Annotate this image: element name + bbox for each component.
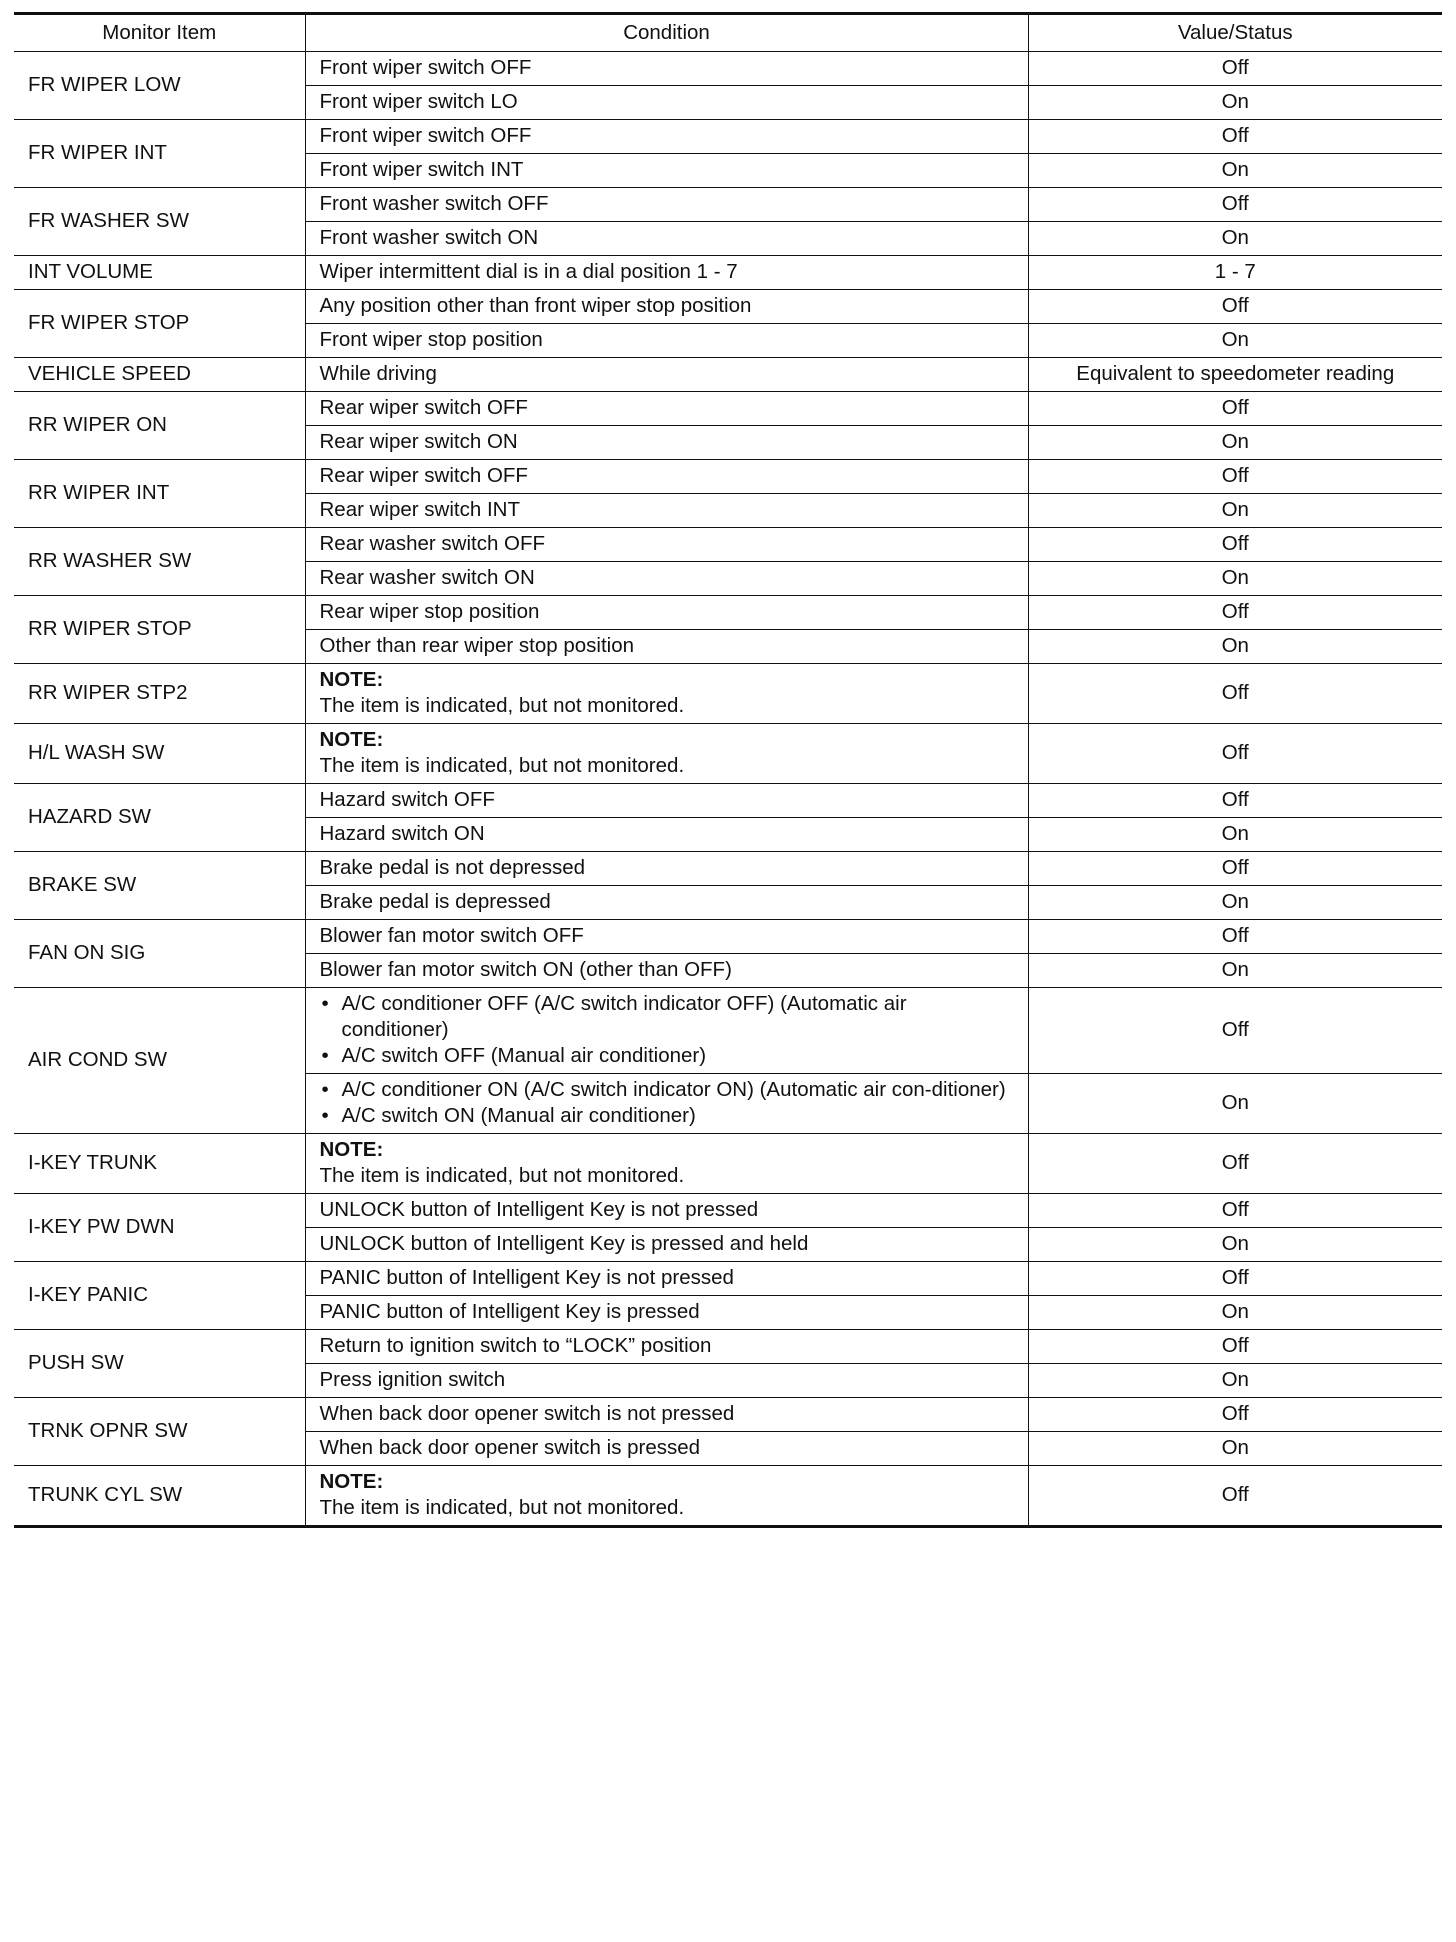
condition-cell: Any position other than front wiper stop position: [305, 290, 1028, 324]
table-row: [14, 1466, 1442, 1527]
table-row: [14, 852, 1442, 886]
header-value-status: Value/Status: [1028, 14, 1442, 52]
condition-cell: Front wiper switch INT: [305, 154, 1028, 188]
condition-cell: Front wiper switch OFF: [305, 52, 1028, 86]
table-row: [14, 460, 1442, 494]
monitor-item-cell: PUSH SW: [14, 1330, 305, 1398]
condition-cell: When back door opener switch is not pressed: [305, 1398, 1028, 1432]
note-text: The item is indicated, but not monitored.: [319, 754, 685, 777]
value-status-cell: Off: [1028, 1262, 1442, 1296]
table-row: [14, 724, 1442, 784]
condition-cell: [305, 664, 1028, 724]
value-status-cell: On: [1028, 562, 1442, 596]
table-row: [14, 528, 1442, 562]
monitor-item-cell: I-KEY PANIC: [14, 1262, 305, 1330]
value-status-cell: On: [1028, 1432, 1442, 1466]
table-row: [14, 188, 1442, 222]
monitor-item-cell: RR WIPER STOP: [14, 596, 305, 664]
table-row: [14, 1330, 1442, 1364]
table-row: [14, 1134, 1442, 1194]
monitor-item-cell: I-KEY TRUNK: [14, 1134, 305, 1194]
condition-cell: Brake pedal is depressed: [305, 886, 1028, 920]
condition-cell: Blower fan motor switch OFF: [305, 920, 1028, 954]
monitor-item-cell: VEHICLE SPEED: [14, 358, 305, 392]
condition-cell: Brake pedal is not depressed: [305, 852, 1028, 886]
condition-cell: Front wiper switch OFF: [305, 120, 1028, 154]
condition-cell: Front washer switch ON: [305, 222, 1028, 256]
condition-cell: Return to ignition switch to “LOCK” position: [305, 1330, 1028, 1364]
condition-cell: Wiper intermittent dial is in a dial position 1 - 7: [305, 256, 1028, 290]
monitor-item-cell: FR WASHER SW: [14, 188, 305, 256]
table-row: [14, 596, 1442, 630]
note-label: NOTE:: [319, 1470, 384, 1493]
table-row: [14, 1398, 1442, 1432]
value-status-cell: On: [1028, 494, 1442, 528]
value-status-cell: Off: [1028, 392, 1442, 426]
table-row: [14, 784, 1442, 818]
monitor-item-cell: AIR COND SW: [14, 988, 305, 1134]
table-row: [14, 256, 1442, 290]
condition-cell: Hazard switch OFF: [305, 784, 1028, 818]
table-row: [14, 358, 1442, 392]
value-status-cell: Off: [1028, 460, 1442, 494]
value-status-cell: Equivalent to speedometer reading: [1028, 358, 1442, 392]
condition-cell: Rear wiper stop position: [305, 596, 1028, 630]
value-status-cell: Off: [1028, 596, 1442, 630]
monitor-item-cell: HAZARD SW: [14, 784, 305, 852]
condition-bullet: • A/C conditioner OFF (A/C switch indicator OFF) (Automatic air conditioner): [320, 991, 1014, 1043]
value-status-cell: Off: [1028, 1466, 1442, 1527]
condition-cell: PANIC button of Intelligent Key is pressed: [305, 1296, 1028, 1330]
note-text: The item is indicated, but not monitored.: [319, 1164, 685, 1187]
value-status-cell: Off: [1028, 528, 1442, 562]
condition-cell: Rear washer switch ON: [305, 562, 1028, 596]
note-text: The item is indicated, but not monitored.: [319, 1496, 685, 1519]
monitor-item-cell: FR WIPER INT: [14, 120, 305, 188]
monitor-item-cell: INT VOLUME: [14, 256, 305, 290]
condition-cell: Hazard switch ON: [305, 818, 1028, 852]
monitor-item-cell: RR WASHER SW: [14, 528, 305, 596]
table-row: [14, 1194, 1442, 1228]
condition-bullet-list: [320, 1077, 1014, 1129]
value-status-cell: Off: [1028, 52, 1442, 86]
monitor-item-cell: TRUNK CYL SW: [14, 1466, 305, 1527]
value-status-cell: Off: [1028, 784, 1442, 818]
condition-cell: Blower fan motor switch ON (other than OFF): [305, 954, 1028, 988]
value-status-cell: On: [1028, 1074, 1442, 1134]
value-status-cell: On: [1028, 1228, 1442, 1262]
value-status-cell: Off: [1028, 1330, 1442, 1364]
value-status-cell: 1 - 7: [1028, 256, 1442, 290]
condition-cell: Rear washer switch OFF: [305, 528, 1028, 562]
value-status-cell: On: [1028, 86, 1442, 120]
condition-cell: While driving: [305, 358, 1028, 392]
value-status-cell: On: [1028, 154, 1442, 188]
condition-cell: Other than rear wiper stop position: [305, 630, 1028, 664]
condition-cell: [305, 1466, 1028, 1527]
value-status-cell: Off: [1028, 120, 1442, 154]
monitor-item-cell: RR WIPER ON: [14, 392, 305, 460]
condition-cell: Front wiper switch LO: [305, 86, 1028, 120]
condition-cell: When back door opener switch is pressed: [305, 1432, 1028, 1466]
value-status-cell: Off: [1028, 920, 1442, 954]
value-status-cell: On: [1028, 954, 1442, 988]
condition-cell: Front wiper stop position: [305, 324, 1028, 358]
value-status-cell: Off: [1028, 852, 1442, 886]
condition-cell: [305, 1074, 1028, 1134]
value-status-cell: On: [1028, 426, 1442, 460]
header-condition: Condition: [305, 14, 1028, 52]
monitor-item-cell: FR WIPER LOW: [14, 52, 305, 120]
monitor-item-cell: BRAKE SW: [14, 852, 305, 920]
table-row: [14, 52, 1442, 86]
value-status-cell: Off: [1028, 988, 1442, 1074]
condition-cell: Rear wiper switch OFF: [305, 392, 1028, 426]
condition-cell: PANIC button of Intelligent Key is not pressed: [305, 1262, 1028, 1296]
condition-cell: Press ignition switch: [305, 1364, 1028, 1398]
table-row: [14, 988, 1442, 1074]
monitor-item-cell: RR WIPER STP2: [14, 664, 305, 724]
condition-bullet: • A/C switch OFF (Manual air conditioner): [320, 1043, 1014, 1069]
value-status-cell: Off: [1028, 1134, 1442, 1194]
header-monitor-item: Monitor Item: [14, 14, 305, 52]
value-status-cell: On: [1028, 886, 1442, 920]
value-status-cell: Off: [1028, 1194, 1442, 1228]
value-status-cell: On: [1028, 1296, 1442, 1330]
value-status-cell: On: [1028, 818, 1442, 852]
condition-cell: [305, 724, 1028, 784]
monitor-item-cell: H/L WASH SW: [14, 724, 305, 784]
condition-cell: Rear wiper switch ON: [305, 426, 1028, 460]
value-status-cell: On: [1028, 222, 1442, 256]
monitor-item-cell: I-KEY PW DWN: [14, 1194, 305, 1262]
condition-cell: [305, 1134, 1028, 1194]
table-row: [14, 920, 1442, 954]
value-status-cell: Off: [1028, 664, 1442, 724]
table-body: [14, 52, 1442, 1527]
table-header: [14, 14, 1442, 52]
note-label: NOTE:: [319, 1138, 384, 1161]
table-row: [14, 290, 1442, 324]
value-status-cell: Off: [1028, 724, 1442, 784]
monitor-item-cell: TRNK OPNR SW: [14, 1398, 305, 1466]
value-status-cell: On: [1028, 1364, 1442, 1398]
table-row: [14, 1262, 1442, 1296]
note-text: The item is indicated, but not monitored.: [319, 694, 685, 717]
condition-bullet: • A/C switch ON (Manual air conditioner): [320, 1103, 1014, 1129]
value-status-cell: Off: [1028, 1398, 1442, 1432]
condition-cell: Rear wiper switch OFF: [305, 460, 1028, 494]
value-status-cell: On: [1028, 324, 1442, 358]
table-row: [14, 664, 1442, 724]
condition-bullet: • A/C conditioner ON (A/C switch indicator ON) (Automatic air con-ditioner): [320, 1077, 1014, 1103]
note-label: NOTE:: [319, 728, 384, 751]
condition-cell: [305, 988, 1028, 1074]
monitor-item-table: [14, 12, 1442, 1528]
condition-cell: UNLOCK button of Intelligent Key is not pressed: [305, 1194, 1028, 1228]
value-status-cell: Off: [1028, 188, 1442, 222]
value-status-cell: Off: [1028, 290, 1442, 324]
condition-bullet-list: [320, 991, 1014, 1069]
condition-cell: Front washer switch OFF: [305, 188, 1028, 222]
monitor-item-cell: FAN ON SIG: [14, 920, 305, 988]
value-status-cell: On: [1028, 630, 1442, 664]
monitor-item-cell: FR WIPER STOP: [14, 290, 305, 358]
header-row: [14, 14, 1442, 52]
condition-cell: UNLOCK button of Intelligent Key is pressed and held: [305, 1228, 1028, 1262]
condition-cell: Rear wiper switch INT: [305, 494, 1028, 528]
table-row: [14, 392, 1442, 426]
table-row: [14, 120, 1442, 154]
monitor-item-cell: RR WIPER INT: [14, 460, 305, 528]
note-label: NOTE:: [319, 668, 384, 691]
